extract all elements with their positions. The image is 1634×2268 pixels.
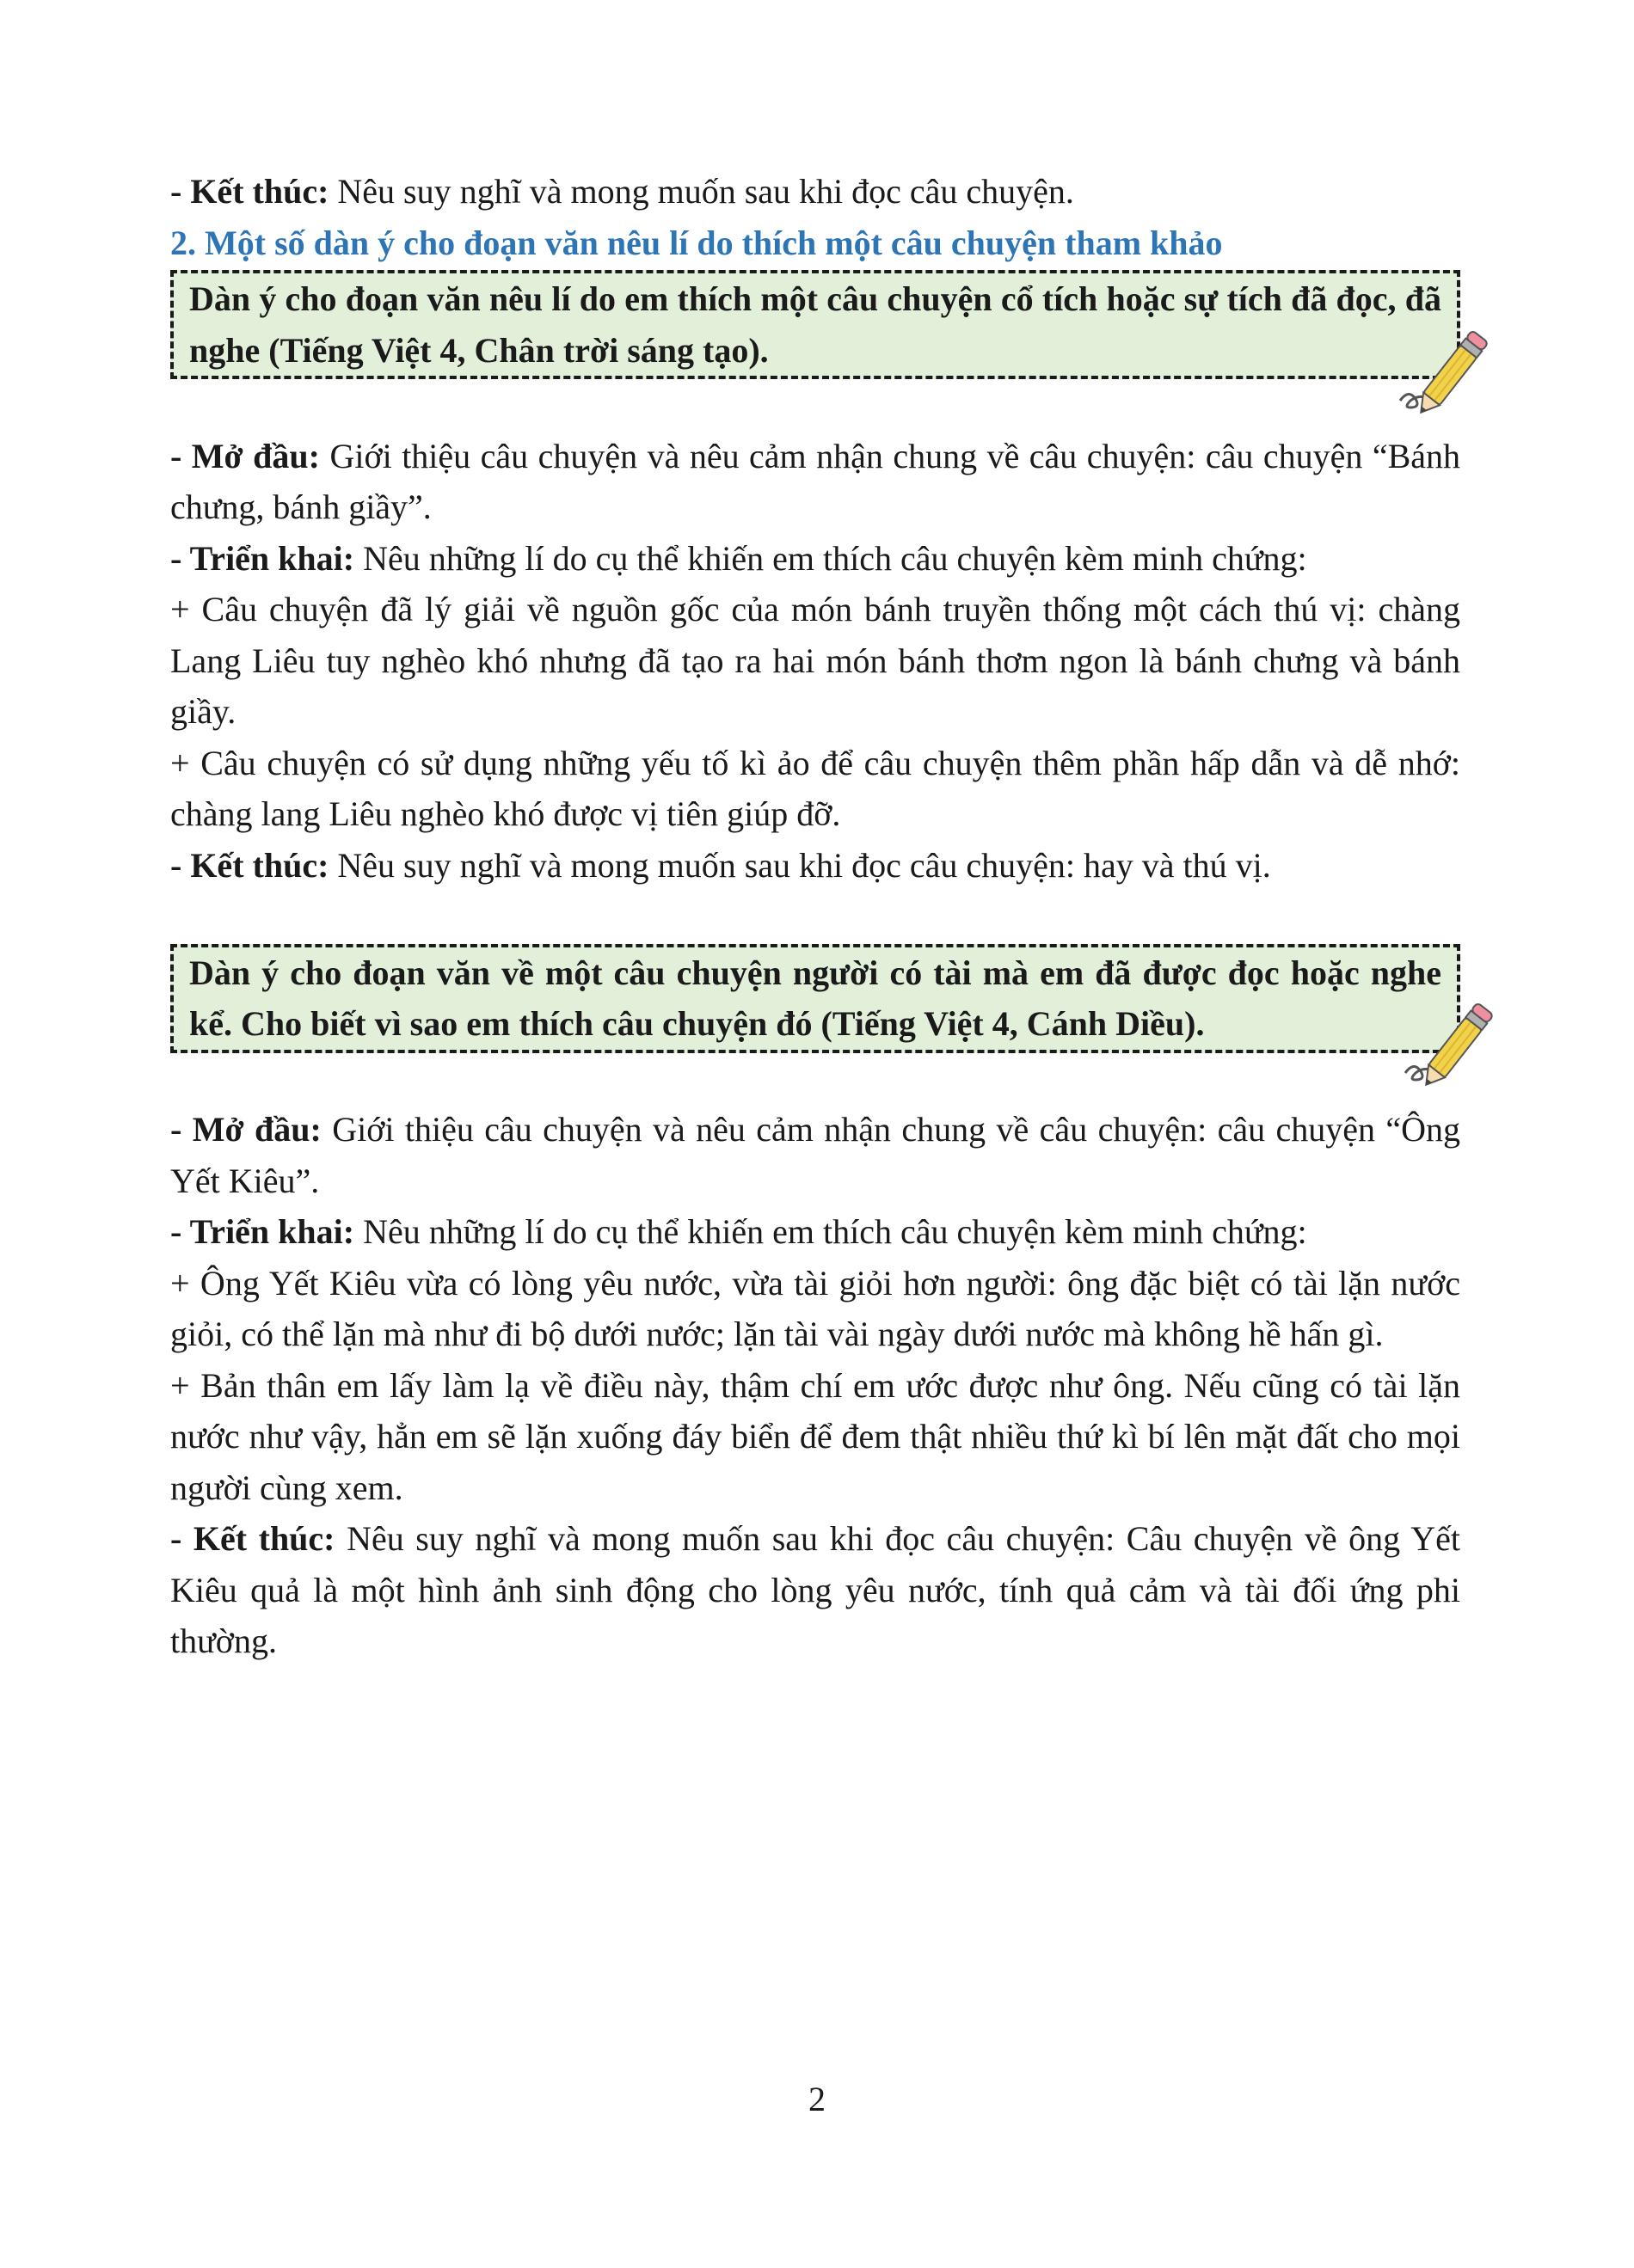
outline-title-2: Dàn ý cho đoạn văn về một câu chuyện người có tài mà em đã được đọc hoặc nghe kể. Cho biết vì sao em thích câu chuyện đó (Tiếng Việt 4, Cánh Diều). <box>189 953 1441 1043</box>
document-content <box>170 166 1460 1667</box>
body-label: - Triển khai: <box>170 1212 355 1251</box>
intro-text: Giới thiệu câu chuyện và nêu cảm nhận chung về câu chuyện: câu chuyện “Bánh chưng, bánh giầy”. <box>170 436 1460 526</box>
end-label: - Kết thúc: <box>170 845 329 885</box>
conclusion-text: Nêu suy nghĩ và mong muốn sau khi đọc câu chuyện. <box>329 172 1074 211</box>
pencil-icon <box>1393 325 1496 420</box>
intro-label: - Mở đầu: <box>170 1110 322 1149</box>
outline1-point-1: + Câu chuyện đã lý giải về nguồn gốc của món bánh truyền thống một cách thú vị: chàng Lang Liêu tuy nghèo khó nhưng đã tạo ra hai món bánh thơm ngon là bánh chưng và bánh giầy. <box>170 590 1460 731</box>
body-label: - Triển khai: <box>170 538 355 578</box>
outline1-body <box>170 533 1460 585</box>
outline-title-box-1 <box>170 270 1460 379</box>
outline2-body <box>170 1206 1460 1258</box>
outline1-point-2: + Câu chuyện có sử dụng những yếu tố kì ảo để câu chuyện thêm phần hấp dẫn và dễ nhớ: chàng lang Liêu nghèo khó được vị tiên giúp đỡ. <box>170 743 1460 833</box>
spacer <box>170 379 1460 431</box>
body-text: Nêu những lí do cụ thể khiến em thích câu chuyện kèm minh chứng: <box>354 1212 1307 1251</box>
outline2-intro <box>170 1104 1460 1206</box>
outline2-point-2: + Bản thân em lấy làm lạ về điều này, thậm chí em ước được như ông. Nếu cũng có tài lặn nước như vậy, hẳn em sẽ lặn xuống đáy biển để đem thật nhiều thứ kì bí lên mặt đất cho mọi người cùng xem. <box>170 1365 1460 1507</box>
outline2-end <box>170 1513 1460 1667</box>
end-text: Nêu suy nghĩ và mong muốn sau khi đọc câu chuyện: hay và thú vị. <box>329 845 1271 885</box>
conclusion-label: - Kết thúc: <box>170 172 329 211</box>
end-text: Nêu suy nghĩ và mong muốn sau khi đọc câu chuyện: Câu chuyện về ông Yết Kiêu quả là một hình ảnh sinh động cho lòng yêu nước, tính quả cảm và tài đối ứng phi thường. <box>170 1519 1460 1660</box>
page-number: 2 <box>808 2080 826 2118</box>
end-label: - Kết thúc: <box>170 1519 335 1558</box>
spacer <box>170 891 1460 942</box>
intro-label: - Mở đầu: <box>170 436 320 475</box>
section-heading: 2. Một số dàn ý cho đoạn văn nêu lí do thích một câu chuyện tham khảo <box>170 223 1223 262</box>
outline-title-1: Dàn ý cho đoạn văn nêu lí do em thích một câu chuyện cổ tích hoặc sự tích đã đọc, đã nghe (Tiếng Việt 4, Chân trời sáng tạo). <box>189 279 1441 370</box>
pencil-icon <box>1398 997 1502 1092</box>
spacer <box>170 1053 1460 1105</box>
outline1-end <box>170 840 1460 892</box>
body-text: Nêu những lí do cụ thể khiến em thích câu chuyện kèm minh chứng: <box>354 538 1307 578</box>
outline1-intro <box>170 431 1460 533</box>
outline2-point-1: + Ông Yết Kiêu vừa có lòng yêu nước, vừa tài giỏi hơn người: ông đặc biệt có tài lặn nước giỏi, có thể lặn mà như đi bộ dưới nước; lặn tài vài ngày dưới nước mà không hề hấn gì. <box>170 1263 1460 1353</box>
outline-title-box-2 <box>170 944 1460 1053</box>
top-conclusion-line <box>170 166 1460 218</box>
intro-text: Giới thiệu câu chuyện và nêu cảm nhận chung về câu chuyện: câu chuyện “Ông Yết Kiêu”. <box>170 1110 1460 1200</box>
